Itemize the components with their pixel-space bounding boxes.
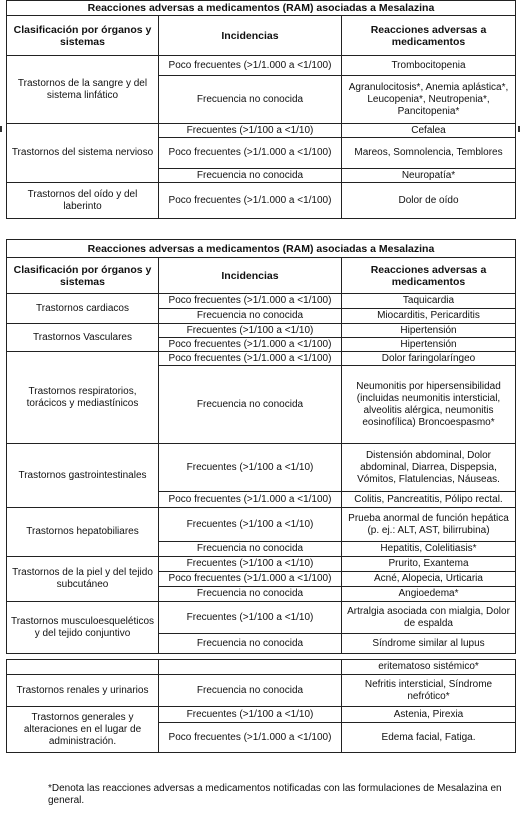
reaction-cell: Prurito, Exantema <box>342 557 516 572</box>
col-header-organ: Clasificación por órganos y sistemas <box>7 258 159 294</box>
table-title: Reacciones adversas a medicamentos (RAM) asociadas a Mesalazina <box>7 240 516 258</box>
incidence-cell: Frecuentes (>1/100 a <1/10) <box>159 508 342 542</box>
organ-cell <box>7 660 159 675</box>
margin-mark-right <box>518 126 520 132</box>
incidence-cell: Poco frecuentes (>1/1.000 a <1/100) <box>159 723 342 753</box>
incidence-cell: Frecuencia no conocida <box>159 634 342 654</box>
reaction-cell: Neuropatía* <box>342 169 516 183</box>
incidence-cell: Poco frecuentes (>1/1.000 a <1/100) <box>159 294 342 309</box>
incidence-cell: Poco frecuentes (>1/1.000 a <1/100) <box>159 492 342 508</box>
organ-cell: Trastornos de la piel y del tejido subcutáneo <box>7 557 159 602</box>
reaction-cell: Astenia, Pirexia <box>342 707 516 723</box>
reaction-cell: Edema facial, Fatiga. <box>342 723 516 753</box>
organ-cell: Trastornos Vasculares <box>7 324 159 352</box>
incidence-cell: Poco frecuentes (>1/1.000 a <1/100) <box>159 56 342 76</box>
incidence-cell: Frecuentes (>1/100 a <1/10) <box>159 444 342 492</box>
incidence-cell: Poco frecuentes (>1/1.000 a <1/100) <box>159 183 342 219</box>
col-header-reactions: Reacciones adversas a medicamentos <box>342 16 516 56</box>
organ-cell: Trastornos generales y alteraciones en el lugar de administración. <box>7 707 159 753</box>
reaction-cell: Dolor de oído <box>342 183 516 219</box>
incidence-cell: Frecuencia no conocida <box>159 675 342 707</box>
reaction-cell: Angioedema* <box>342 587 516 602</box>
reaction-cell: Artralgia asociada con mialgia, Dolor de espalda <box>342 602 516 634</box>
organ-cell: Trastornos cardiacos <box>7 294 159 324</box>
reaction-cell: Dolor faringolaríngeo <box>342 352 516 366</box>
incidence-cell: Frecuentes (>1/100 a <1/10) <box>159 602 342 634</box>
col-header-incidence: Incidencias <box>159 16 342 56</box>
incidence-cell <box>159 660 342 675</box>
incidence-cell: Poco frecuentes (>1/1.000 a <1/100) <box>159 572 342 587</box>
incidence-cell: Frecuencia no conocida <box>159 309 342 324</box>
organ-cell: Trastornos gastrointestinales <box>7 444 159 508</box>
reaction-cell: Taquicardia <box>342 294 516 309</box>
reaction-cell: Prueba anormal de función hepática (p. ej.: ALT, AST, bilirrubina) <box>342 508 516 542</box>
incidence-cell: Poco frecuentes (>1/1.000 a <1/100) <box>159 138 342 169</box>
col-header-organ: Clasificación por órganos y sistemas <box>7 16 159 56</box>
margin-mark-left <box>0 126 2 132</box>
incidence-cell: Frecuencia no conocida <box>159 76 342 124</box>
organ-cell: Trastornos de la sangre y del sistema linfático <box>7 56 159 124</box>
table-title: Reacciones adversas a medicamentos (RAM) asociadas a Mesalazina <box>7 1 516 16</box>
organ-cell: Trastornos hepatobiliares <box>7 508 159 557</box>
incidence-cell: Frecuentes (>1/100 a <1/10) <box>159 707 342 723</box>
incidence-cell: Frecuentes (>1/100 a <1/10) <box>159 557 342 572</box>
reaction-cell: Cefalea <box>342 124 516 138</box>
reaction-cell: Hipertensión <box>342 338 516 352</box>
adverse-reactions-table-1 <box>6 0 516 219</box>
organ-cell: Trastornos del sistema nervioso <box>7 124 159 183</box>
reaction-cell: Mareos, Somnolencia, Temblores <box>342 138 516 169</box>
incidence-cell: Frecuencia no conocida <box>159 169 342 183</box>
reaction-cell: Distensión abdominal, Dolor abdominal, Diarrea, Dispepsia, Vómitos, Flatulencias, Náuseas. <box>342 444 516 492</box>
organ-cell: Trastornos renales y urinarios <box>7 675 159 707</box>
col-header-reactions: Reacciones adversas a medicamentos <box>342 258 516 294</box>
incidence-cell: Frecuentes (>1/100 a <1/10) <box>159 124 342 138</box>
reaction-cell: Hipertensión <box>342 324 516 338</box>
reaction-cell: Hepatitis, Colelitiasis* <box>342 542 516 557</box>
incidence-cell: Frecuencia no conocida <box>159 542 342 557</box>
incidence-cell: Frecuencia no conocida <box>159 587 342 602</box>
reaction-cell: Colitis, Pancreatitis, Pólipo rectal. <box>342 492 516 508</box>
reaction-cell: eritematoso sistémico* <box>342 660 516 675</box>
reaction-cell: Miocarditis, Pericarditis <box>342 309 516 324</box>
reaction-cell: Síndrome similar al lupus <box>342 634 516 654</box>
organ-cell: Trastornos musculoesqueléticos y del tejido conjuntivo <box>7 602 159 654</box>
reaction-cell: Nefritis intersticial, Síndrome nefrótico* <box>342 675 516 707</box>
footnote: *Denota las reacciones adversas a medicamentos notificadas con las formulaciones de Mesalazina en general. <box>48 783 502 806</box>
incidence-cell: Frecuencia no conocida <box>159 366 342 444</box>
organ-cell: Trastornos respiratorios, torácicos y mediastínicos <box>7 352 159 444</box>
reaction-cell: Neumonitis por hipersensibilidad (incluidas neumonitis intersticial, alveolitis alérgica, neumonitis eosinofílica) Broncoespasmo* <box>342 366 516 444</box>
reaction-cell: Trombocitopenia <box>342 56 516 76</box>
incidence-cell: Poco frecuentes (>1/1.000 a <1/100) <box>159 338 342 352</box>
organ-cell: Trastornos del oído y del laberinto <box>7 183 159 219</box>
adverse-reactions-table-2 <box>6 239 516 753</box>
incidence-cell: Frecuentes (>1/100 a <1/10) <box>159 324 342 338</box>
col-header-incidence: Incidencias <box>159 258 342 294</box>
reaction-cell: Agranulocitosis*, Anemia aplástica*, Leucopenia*, Neutropenia*, Pancitopenia* <box>342 76 516 124</box>
incidence-cell: Poco frecuentes (>1/1.000 a <1/100) <box>159 352 342 366</box>
reaction-cell: Acné, Alopecia, Urticaria <box>342 572 516 587</box>
